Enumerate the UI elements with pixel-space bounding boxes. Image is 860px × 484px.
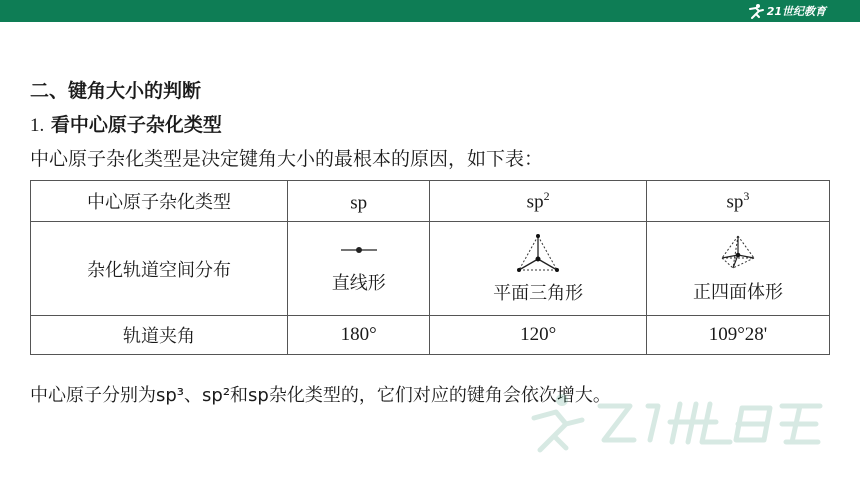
runner-icon xyxy=(746,3,764,19)
angle-cell-sp: 180° xyxy=(288,316,430,355)
trigonal-planar-icon xyxy=(514,233,562,275)
tetrahedral-icon xyxy=(719,234,757,272)
top-banner xyxy=(0,0,860,22)
sub-heading xyxy=(30,110,222,137)
hybridization-table xyxy=(30,180,830,355)
angle-cell-sp2: 120° xyxy=(430,316,647,355)
sub-heading-number: 1. xyxy=(30,115,45,136)
section-heading: 二、键角大小的判断 xyxy=(30,80,202,102)
angle-cell-sp3: 109°28' xyxy=(646,316,829,355)
table-row-distribution xyxy=(31,222,830,316)
intro-paragraph: 中心原子杂化类型是决定键角大小的最根本的原因，如下表： xyxy=(30,148,544,170)
brand-name: 21世纪教育 xyxy=(766,5,826,18)
header-cell: 中心原子杂化类型 xyxy=(31,181,288,222)
conclusion-paragraph: 中心原子分别为sp³、sp²和sp杂化类型的，它们对应的键角会依次增大。 xyxy=(30,385,611,406)
sub-heading-text: 看中心原子杂化类型 xyxy=(50,114,222,136)
type-cell-sp3: $sp^3$ xyxy=(646,181,829,222)
table-row-types xyxy=(31,181,830,222)
brand-logo xyxy=(746,2,826,20)
shape-cell-trigonal xyxy=(430,222,647,316)
shape-label-trigonal: 平面三角形 xyxy=(493,282,584,304)
shape-cell-tetrahedral xyxy=(646,222,829,316)
type-cell-sp: sp xyxy=(288,181,430,222)
table-row-angles xyxy=(31,316,830,355)
linear-icon xyxy=(339,243,379,257)
shape-cell-linear xyxy=(288,222,430,316)
shape-label-linear: 直线形 xyxy=(331,272,386,294)
shape-label-tetrahedral: 正四面体形 xyxy=(692,281,783,303)
distribution-label-cell: 杂化轨道空间分布 xyxy=(31,222,288,316)
type-cell-sp2: $sp^2$ xyxy=(430,181,647,222)
angle-label-cell: 轨道夹角 xyxy=(31,316,288,355)
